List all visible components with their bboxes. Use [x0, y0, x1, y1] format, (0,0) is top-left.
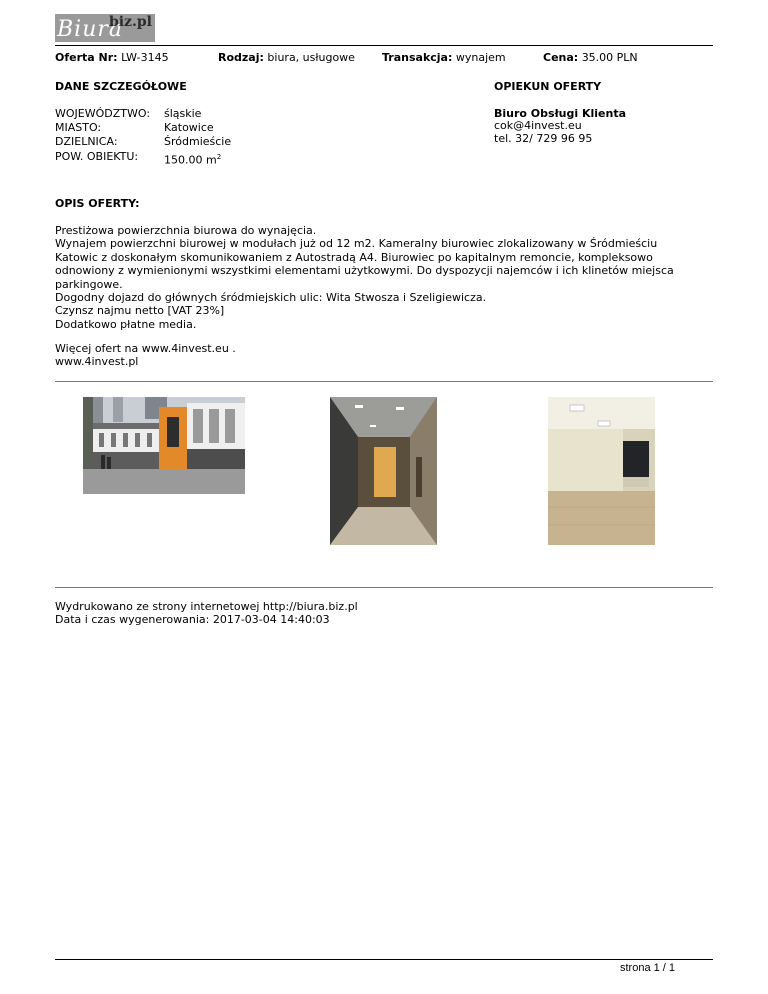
agent-title: OPIEKUN OFERTY — [494, 80, 602, 93]
offer-number — [55, 51, 169, 64]
logo-main-text: Biura — [57, 17, 124, 42]
agent-email[interactable]: cok@4invest.eu — [494, 119, 582, 132]
photos-bottom-divider — [55, 587, 713, 588]
page-number: strona 1 / 1 — [620, 962, 676, 974]
building-exterior-image — [83, 397, 245, 494]
detail-value-voivodeship: śląskie — [164, 107, 202, 120]
page-footer-divider — [55, 959, 713, 960]
photo-building-exterior[interactable] — [83, 397, 245, 494]
offer-number-value: LW-3145 — [121, 51, 169, 64]
description-body — [55, 224, 715, 331]
photos-top-divider — [55, 381, 713, 382]
offer-type — [218, 51, 355, 64]
description-line: parkingowe. — [55, 277, 123, 291]
printed-from-text: Wydrukowano ze strony internetowej http://biura.biz.pl — [55, 600, 358, 613]
more-offers-line[interactable]: Więcej ofert na www.4invest.eu . — [55, 342, 236, 355]
corridor-image — [330, 397, 437, 545]
detail-value-area — [164, 150, 221, 168]
offer-type-label: Rodzaj: — [218, 51, 264, 64]
details-title: DANE SZCZEGÓŁOWE — [55, 80, 187, 93]
detail-label-district: DZIELNICA: — [55, 135, 118, 148]
description-line: Czynsz najmu netto [VAT 23%] — [55, 304, 225, 318]
offer-transaction — [382, 51, 506, 64]
detail-label-area: POW. OBIEKTU: — [55, 150, 139, 163]
offer-number-label: Oferta Nr: — [55, 51, 118, 64]
description-line: Prestiżowa powierzchnia biurowa do wynajęcia. — [55, 224, 317, 237]
header-divider — [55, 45, 713, 46]
detail-label-city: MIASTO: — [55, 121, 102, 134]
detail-value-district: Śródmieście — [164, 135, 232, 148]
offer-price — [543, 51, 638, 64]
photo-corridor[interactable] — [330, 397, 437, 545]
offer-price-value: 35.00 PLN — [581, 51, 638, 64]
agent-phone: tel. 32/ 729 96 95 — [494, 132, 593, 145]
offer-transaction-value: wynajem — [455, 51, 506, 64]
offer-type-value: biura, usługowe — [267, 51, 355, 64]
agent-name: Biuro Obsługi Klienta — [494, 107, 626, 120]
description-line: Dogodny dojazd do głównych śródmiejskich ulic: Wita Stwosza i Szeligiewicza. — [55, 291, 487, 305]
description-line: Dodatkowo płatne media. — [55, 317, 197, 331]
description-line: odnowiony z wymienionymi wszystkimi elementami użytkowymi. Do dyspozycji najemców i ich klinetów miejsca — [55, 264, 674, 278]
generated-datetime-text: Data i czas wygenerowania: 2017-03-04 14:40:03 — [55, 613, 330, 626]
detail-value-city: Katowice — [164, 121, 214, 134]
site-logo — [55, 14, 155, 42]
more-offers — [55, 342, 715, 369]
description-line: Katowic z doskonałym skomunikowaniem z Autostradą A4. Biurowiec po kapitalnym remoncie, kompleksowo — [55, 250, 653, 264]
description-title: OPIS OFERTY: — [55, 197, 140, 210]
offer-price-label: Cena: — [543, 51, 579, 64]
area-value-text: 150.00 m — [164, 153, 217, 167]
logo-suffix-text: biz.pl — [108, 14, 152, 30]
description-line: Wynajem powierzchni biurowej w modułach już od 12 m2. Kameralny biurowiec zlokalizowany w Śródmieściu — [55, 237, 658, 251]
office-room-image — [548, 397, 655, 545]
offer-transaction-label: Transakcja: — [382, 51, 453, 64]
photo-office-room[interactable] — [548, 397, 655, 545]
detail-label-voivodeship: WOJEWÓDZTWO: — [55, 107, 151, 120]
more-offers-line[interactable]: www.4invest.pl — [55, 355, 139, 369]
area-unit-superscript: 2 — [216, 153, 222, 161]
